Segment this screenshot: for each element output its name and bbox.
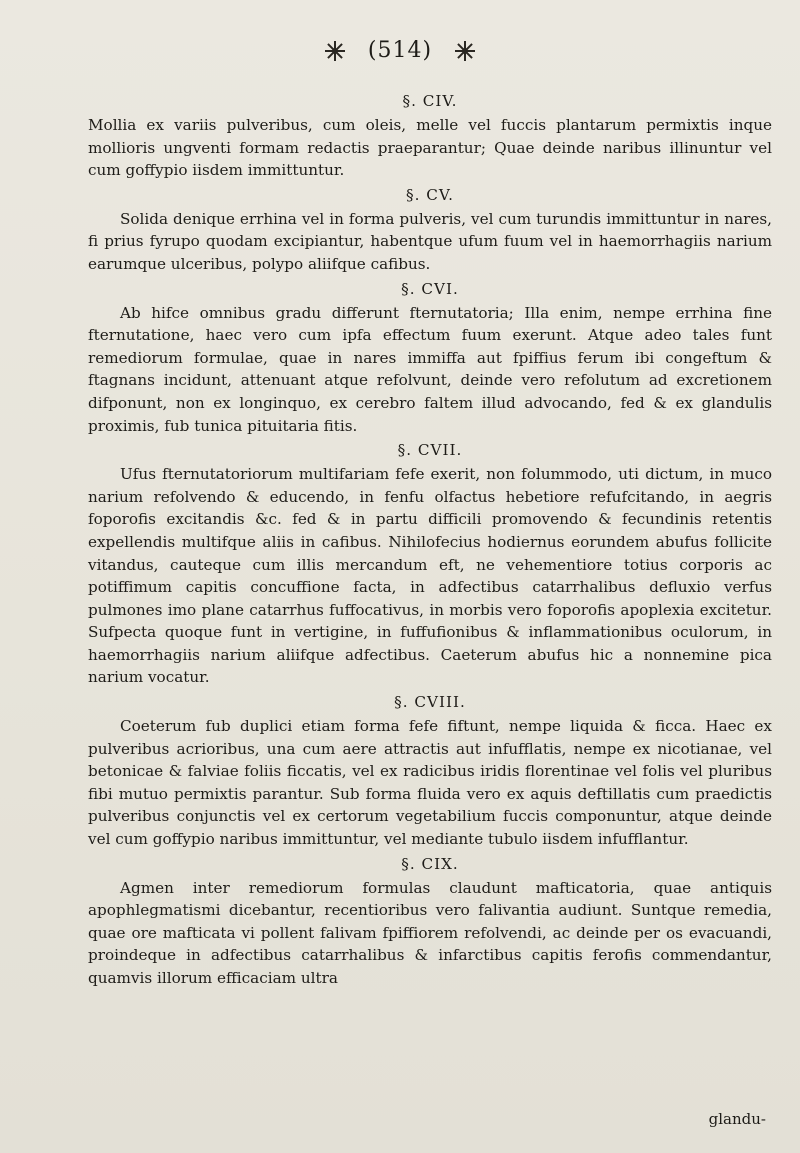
section-paragraph: Ufus fternutatoriorum multifariam fefe exerit, non folummodo, uti dictum, in muco narium refolvendo & educendo, in fenfu olfactus hebetiore refufcitando, in aegris foporofis excitandis &c. fed & in partu difficili promovendo & fecundinis retentis expellendis multifque aliis in cafibus. Nihilofecius hodiernus eorundem abufus follicite vitandus, cauteque cum illis mercandum eft, ne vehementiore totius corporis ac potiffimum capitis concuffione facta, in adfectibus catarrhalibus defluxio verfus pulmones imo plane catarrhus fuffocativus, in morbis vero foporofis apoplexia excitetur. Sufpecta quoque funt in vertigine, in fuffufionibus & inflammationibus oculorum, in haemorrhagiis narium aliifque adfectibus. Caeterum abufus hic a nonnemine pica narium vocatur.	[88, 465, 772, 687]
catchword: glandu-	[708, 1110, 766, 1128]
page-number: (514)	[367, 38, 433, 63]
section-heading: §. CIV.	[402, 92, 458, 110]
section-paragraph: Mollia ex variis pulveribus, cum oleis, melle vel fuccis plantarum permixtis inque mollioris ungventi formam redactis praeparantur; Quae deinde naribus illinuntur vel cum goffypio iisdem immittuntur.	[88, 116, 772, 180]
fleuron-right-icon	[454, 40, 476, 62]
section-heading: §. CVII.	[397, 441, 463, 460]
fleuron-left-icon	[324, 40, 346, 62]
body-text	[88, 88, 772, 990]
section-paragraph: Agmen inter remediorum formulas claudunt mafticatoria, quae antiquis apophlegmatismi dicebantur, recentioribus vero falivantia audiunt. Suntque remedia, quae ore mafticata vi pollent falivam fpiffiorem refolvendi, ac deinde per os evacuandi, proindeque in adfectibus catarrhalibus & infarctibus capitis ferofis commendantur, quamvis illorum efficaciam ultra	[88, 878, 772, 987]
section-paragraph: Solida denique errhina vel in forma pulveris, vel cum turundis immittuntur in nares, fi prius fyrupo quodam excipiantur, habentque ufum fuum vel in haemorrhagiis narium earumque ulceribus, polypo aliifque cafibus.	[88, 209, 772, 273]
section-heading: §. CVIII.	[394, 693, 466, 712]
section-heading: §. CIX.	[401, 854, 459, 873]
page-header	[0, 38, 800, 63]
section-paragraph: Ab hifce omnibus gradu differunt fternutatoria; Illa enim, nempe errhina fine fternutatione, haec vero cum ipfa effectum fuum exerunt. Atque adeo tales funt remediorum formulae, quae in nares immiffa aut fpiffius ferum ibi congeftum & ftagnans incidunt, attenuant atque refolvunt, deinde vero refolutum ad excretionem difponunt, non ex longinquo, ex cerebro faltem illud advocando, fed & ex glandulis proximis, fub tunica pituitaria fitis.	[88, 303, 772, 435]
section-heading: §. CVI.	[401, 279, 459, 298]
section-heading: §. CV.	[405, 185, 454, 204]
section-paragraph: Coeterum fub duplici etiam forma fefe fiftunt, nempe liquida & ficca. Haec ex pulveribus acrioribus, una cum aere attractis aut infufflatis, nempe ex nicotianae, vel betonicae & falviae foliis ficcatis, vel ex radicibus iridis florentinae vel folis vel pluribus fibi mutuo permixtis parantur. Sub forma fluida vero ex aquis deftillatis cum praedictis pulveribus conjunctis vel ex certorum vegetabilium fuccis componuntur, atque deinde vel cum goffypio naribus immittuntur, vel mediante tubulo iisdem infufflantur.	[88, 717, 772, 849]
